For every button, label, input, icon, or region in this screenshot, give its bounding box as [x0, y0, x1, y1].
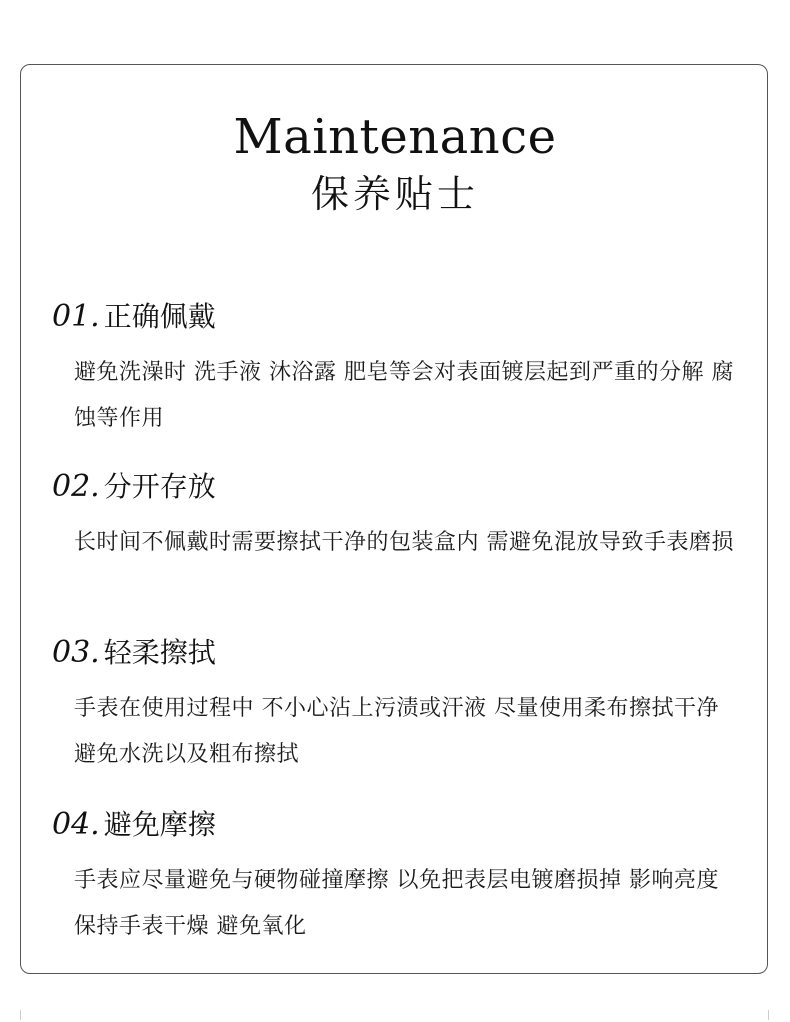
section-wipe-gently	[52, 632, 742, 778]
section-number: 04.	[52, 807, 100, 842]
section-heading	[52, 296, 742, 338]
right-edge-mark	[768, 1010, 769, 1020]
section-avoid-friction	[52, 804, 742, 950]
section-title: 分开存放	[103, 470, 216, 503]
section-store-separately	[52, 466, 742, 566]
section-wear-correctly	[52, 296, 742, 442]
page-title: Maintenance	[233, 109, 557, 165]
page-subtitle: 保养贴士	[310, 172, 479, 216]
section-number: 01.	[52, 299, 100, 334]
section-title: 避免摩擦	[103, 808, 216, 841]
section-body: 避免洗澡时 洗手液 沐浴露 肥皂等会对表面镀层起到严重的分解 腐蚀等作用	[74, 360, 734, 431]
section-heading	[52, 632, 742, 674]
section-number: 03.	[52, 635, 100, 670]
section-body: 手表在使用过程中 不小心沾上污渍或汗液 尽量使用柔布擦拭干净 避免水洗以及粗布擦拭	[74, 696, 719, 767]
section-number: 02.	[52, 469, 100, 504]
section-title: 轻柔擦拭	[103, 636, 216, 669]
section-title: 正确佩戴	[103, 300, 216, 333]
section-heading	[52, 804, 742, 846]
left-edge-mark	[20, 1010, 21, 1020]
section-heading	[52, 466, 742, 508]
section-body: 长时间不佩戴时需要擦拭干净的包装盒内 需避免混放导致手表磨损	[74, 530, 734, 555]
section-body: 手表应尽量避免与硬物碰撞摩擦 以免把表层电镀磨损掉 影响亮度 保持手表干燥 避免氧化	[74, 868, 719, 939]
